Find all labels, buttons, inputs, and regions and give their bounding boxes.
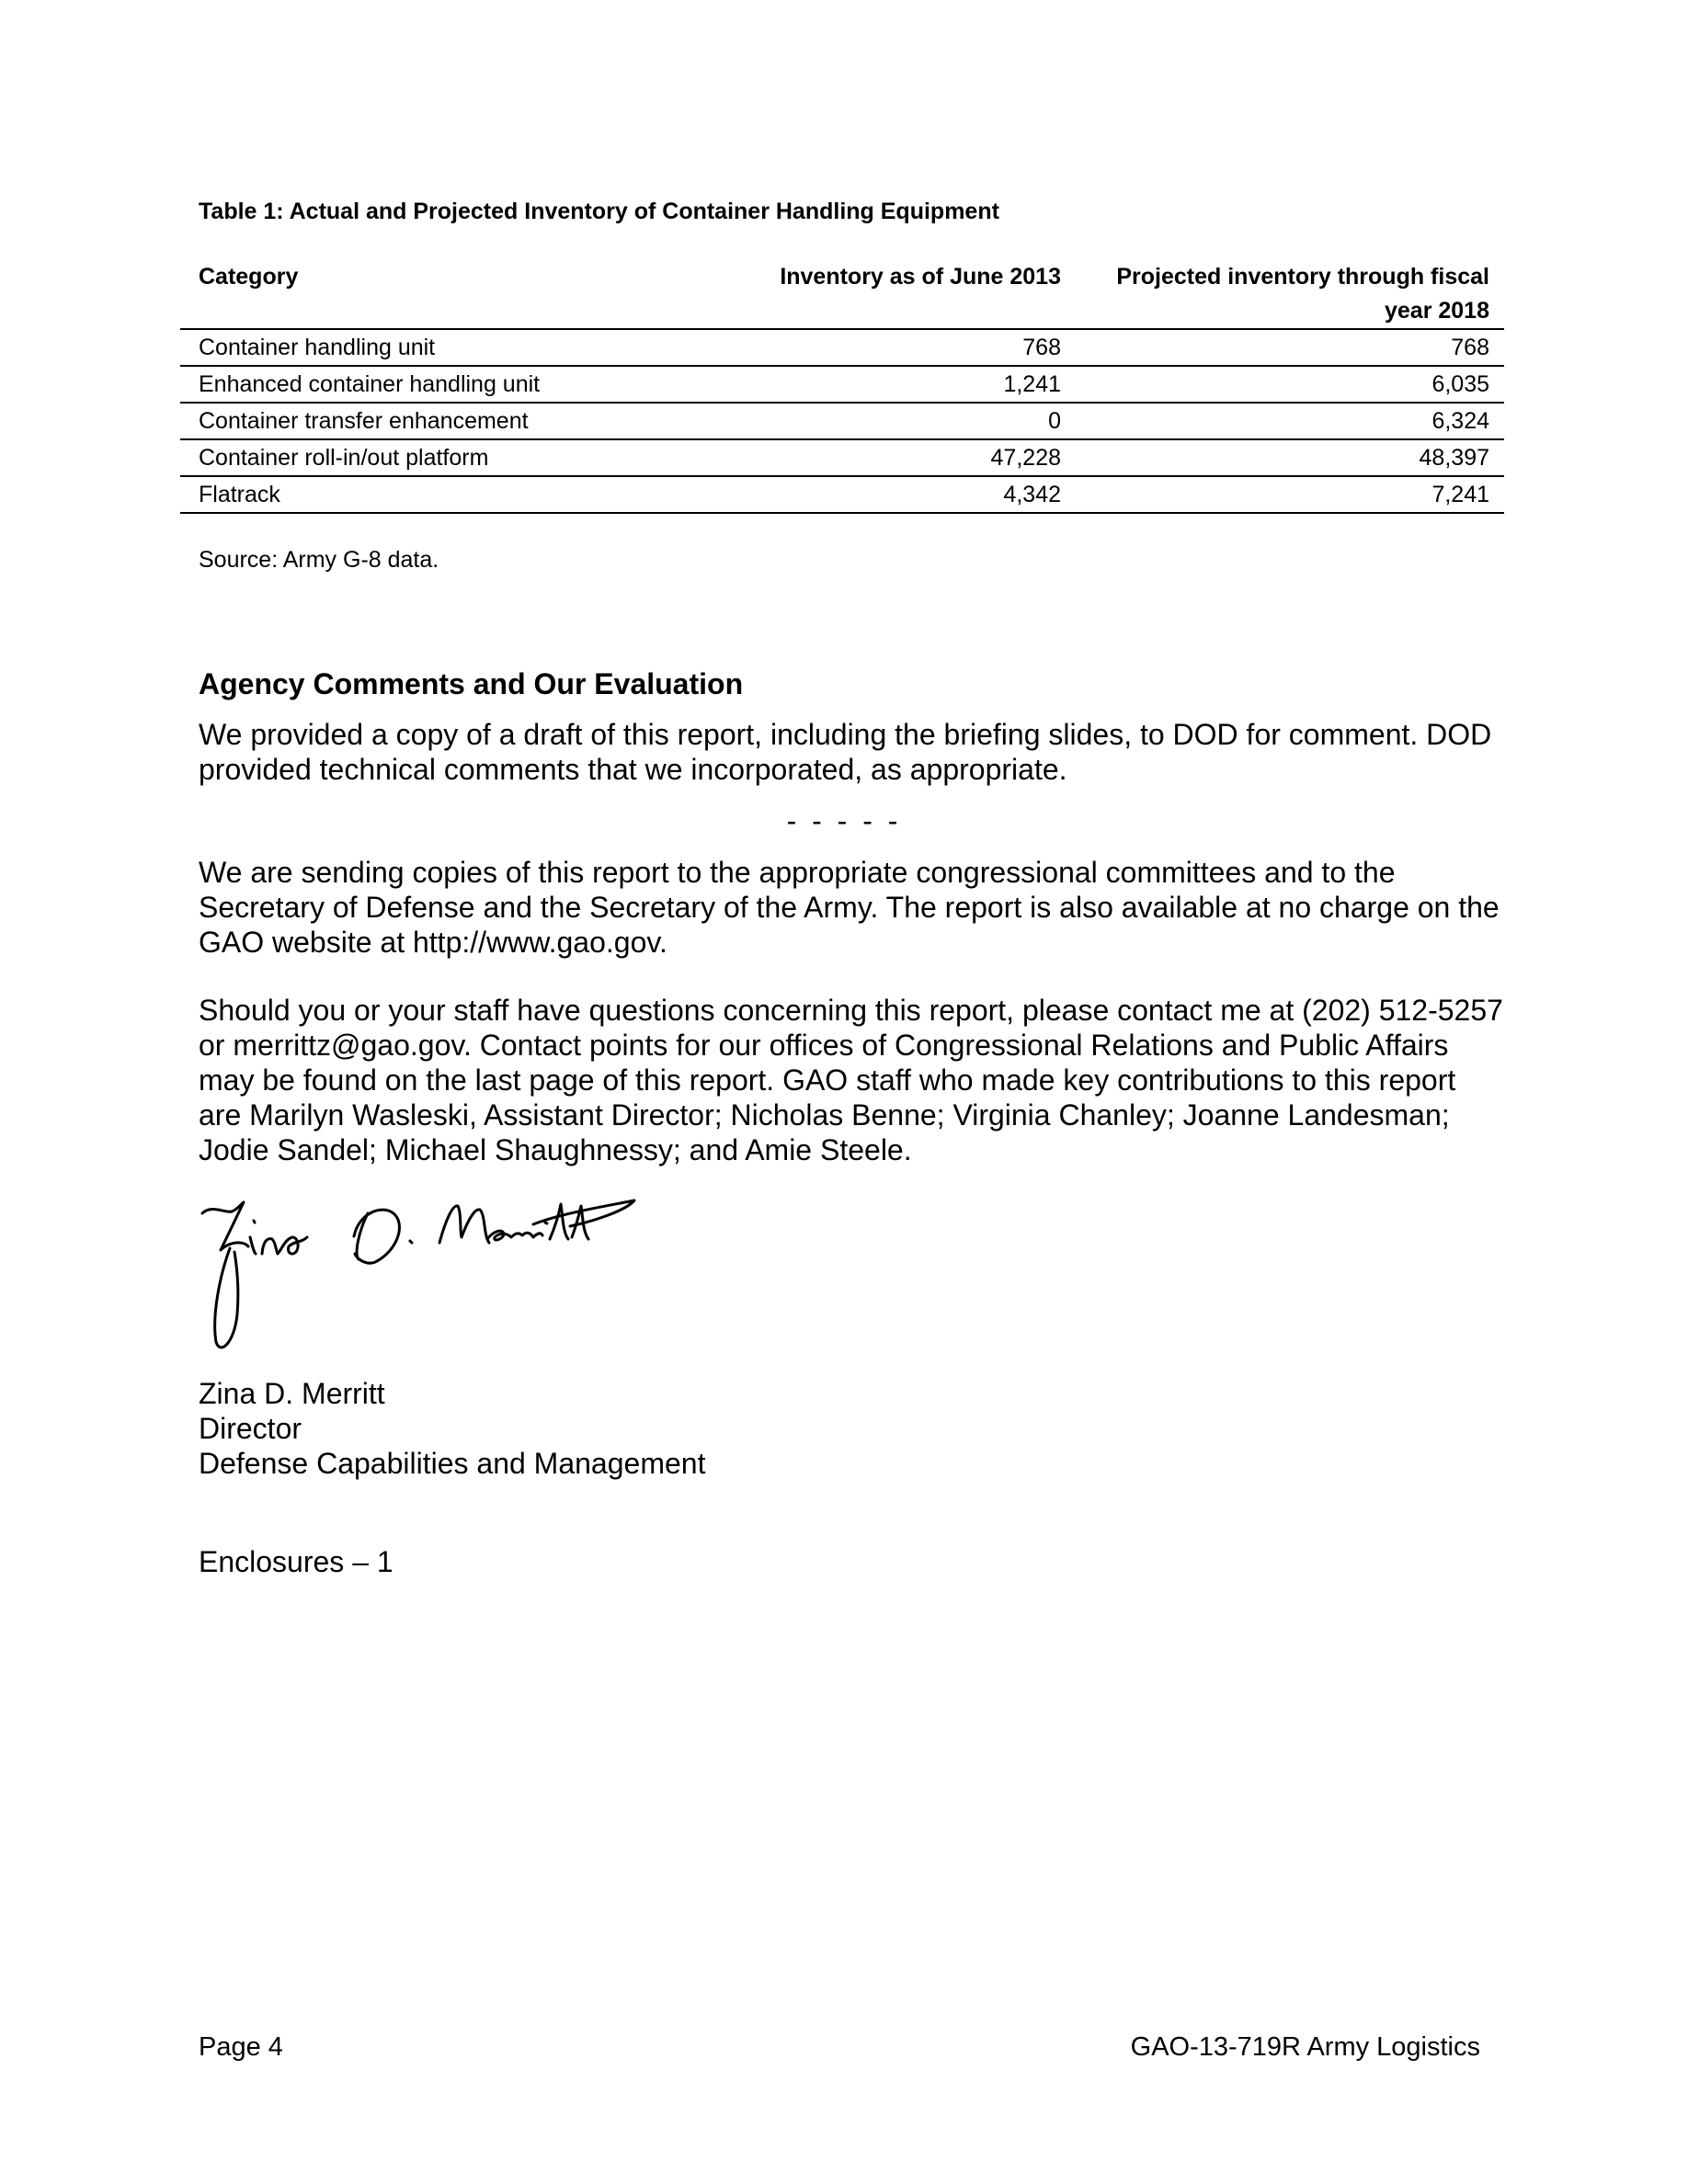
cell-projected: 6,035 [1076,366,1504,403]
enclosures-note: Enclosures – 1 [199,1545,393,1578]
cell-category: Flatrack [180,476,718,513]
table-title: Table 1: Actual and Projected Inventory of Container Handling Equipment [199,199,999,224]
cell-inventory: 47,228 [718,439,1076,476]
column-header-projected-fy2018 [1076,260,1504,329]
cell-category: Container transfer enhancement [180,403,718,439]
inventory-table [180,260,1504,514]
cell-category: Container handling unit [180,329,718,366]
cell-category: Container roll-in/out platform [180,439,718,476]
table-header-row [180,260,1504,329]
cell-projected: 48,397 [1076,439,1504,476]
cell-inventory: 768 [718,329,1076,366]
cell-inventory: 0 [718,403,1076,439]
section-heading: Agency Comments and Our Evaluation [199,667,744,700]
projected-header-text: Projected inventory through fiscal year 2018 [1116,264,1489,324]
cell-category: Enhanced container handling unit [180,366,718,403]
table-row [180,329,1504,366]
paragraph-distribution: We are sending copies of this report to the appropriate congressional committees and to the Secretary of Defense and the Secretary of the Army. The report is also available at no charge on the GAO website at http://www.gao.gov. [199,856,1500,959]
cell-projected: 768 [1076,329,1504,366]
cell-inventory: 4,342 [718,476,1076,513]
paragraph-agency-comments: We provided a copy of a draft of this report, including the briefing slides, to DOD for comment. DOD provided technical comments that we incorporated, as appropriate. [199,718,1492,786]
cell-inventory: 1,241 [718,366,1076,403]
report-identifier: GAO-13-719R Army Logistics [1130,2032,1480,2062]
table-row [180,439,1504,476]
signer-organization: Defense Capabilities and Management [199,1447,706,1480]
handwritten-signature [193,1186,690,1360]
table-row [180,403,1504,439]
table-row [180,366,1504,403]
column-header-category: Category [180,260,718,329]
cell-projected: 7,241 [1076,476,1504,513]
paragraph-contact: Should you or your staff have questions concerning this report, please contact me at (202) 512-5257 or merrittz@gao.gov. Contact points for our offices of Congressional Relations and Public Affairs may be found on the last page of this report. GAO staff who made key contributions to this report are Marilyn Wasleski, Assistant Director; Nicholas Benne; Virginia Chanley; Joanne Landesman; Jodie Sandel; Michael Shaughnessy; and Amie Steele. [199,994,1503,1166]
page-number: Page 4 [199,2032,283,2062]
signer-title: Director [199,1412,302,1445]
cell-projected: 6,324 [1076,403,1504,439]
table-source-note: Source: Army G-8 data. [199,547,439,573]
column-header-inventory-june-2013: Inventory as of June 2013 [718,260,1076,329]
table-row [180,476,1504,513]
section-separator: - - - - - [786,804,902,837]
signer-name: Zina D. Merritt [199,1377,385,1410]
signature-block [199,1376,705,1481]
